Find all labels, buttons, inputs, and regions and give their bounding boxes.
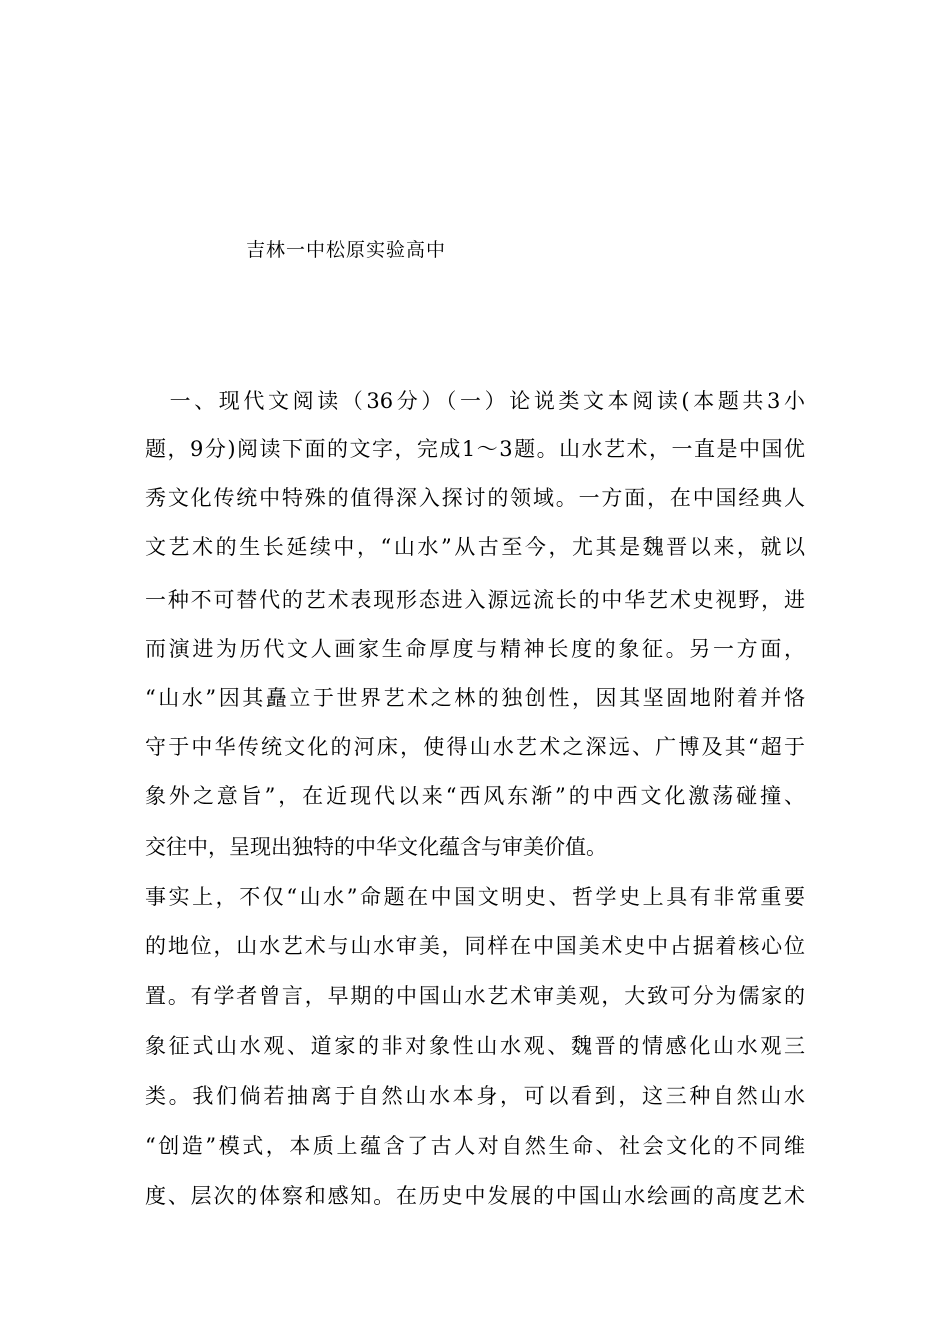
paragraph-line-15: 类。我们倘若抽离于自然山水本身，可以看到，这三种自然山水: [145, 1084, 805, 1108]
paragraph-line-3: 秀文化传统中特殊的值得深入探讨的领域。一方面，在中国经典人: [145, 486, 805, 510]
paragraph-line-6: 而演进为历代文人画家生命厚度与精神长度的象征。另一方面，: [145, 637, 805, 661]
paragraph-line-10: 交往中，呈现出独特的中华文化蕴含与审美价值。: [145, 835, 607, 859]
paragraph-line-11: 事实上，不仅“山水”命题在中国文明史、哲学史上具有非常重要: [145, 885, 805, 909]
paragraph-line-17: 度、层次的体察和感知。在历史中发展的中国山水绘画的高度艺术: [145, 1184, 805, 1208]
paragraph-line-12: 的地位，山水艺术与山水审美，同样在中国美术史中占据着核心位: [145, 934, 805, 958]
paragraph-line-8: 守于中华传统文化的河床，使得山水艺术之深远、广博及其“超于: [145, 735, 805, 759]
paragraph-line-13: 置。有学者曾言，早期的中国山水艺术审美观，大致可分为儒家的: [145, 984, 805, 1008]
paragraph-line-5: 一种不可替代的艺术表现形态进入源远流长的中华艺术史视野，进: [145, 588, 805, 612]
paragraph-line-9: 象外之意旨”，在近现代以来“西风东渐”的中西文化激荡碰撞、: [145, 784, 805, 808]
paragraph-line-1: 一、现代文阅读（36分）（一）论说类文本阅读(本题共3小: [145, 389, 805, 413]
paragraph-line-7: “山水”因其矗立于世界艺术之林的独创性，因其坚固地附着并恪: [145, 686, 805, 710]
paragraph-line-4: 文艺术的生长延续中，“山水”从古至今，尤其是魏晋以来，就以: [145, 535, 805, 559]
paragraph-line-16: “创造”模式，本质上蕴含了古人对自然生命、社会文化的不同维: [145, 1134, 805, 1158]
school-name: 吉林一中松原实验高中: [246, 239, 447, 261]
paragraph-line-2: 题，9分)阅读下面的文字，完成1～3题。山水艺术，一直是中国优: [145, 437, 805, 461]
paragraph-line-14: 象征式山水观、道家的非对象性山水观、魏晋的情感化山水观三: [145, 1034, 805, 1058]
